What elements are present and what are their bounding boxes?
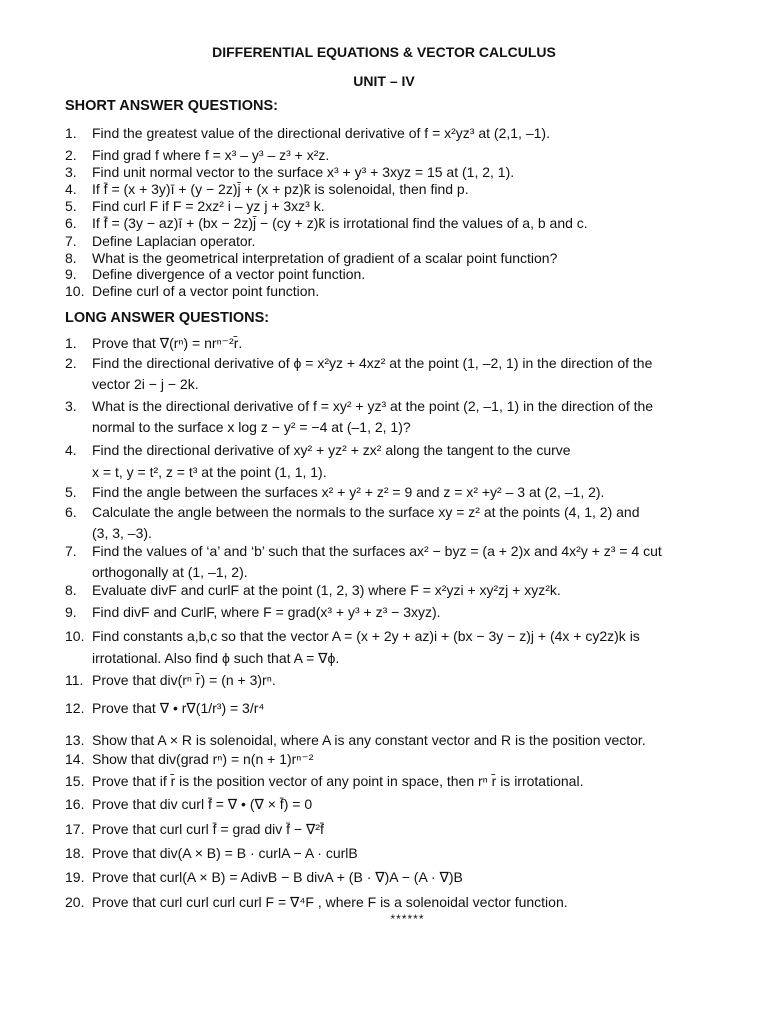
question-number: 10. <box>65 628 85 644</box>
question-number: 8. <box>65 250 77 266</box>
question-text-line2: irrotational. Also find ϕ such that A = ∇ϕ. <box>92 650 340 666</box>
question-text: Find the directional derivative of ϕ = x²yz + 4xz² at the point (1, –2, 1) in the direction of the <box>92 355 653 371</box>
question-number: 4. <box>65 181 77 197</box>
question-number: 6. <box>65 504 77 520</box>
question-number: 4. <box>65 442 77 458</box>
question-text: Prove that curl curl curl curl F = ∇⁴F , where F is a solenoidal vector function. <box>92 894 568 910</box>
short-answer-heading: SHORT ANSWER QUESTIONS: <box>65 98 278 114</box>
question-number: 3. <box>65 398 77 414</box>
question-number: 2. <box>65 355 77 371</box>
question-number: 6. <box>65 215 77 231</box>
question-text: Find grad f where f = x³ – y³ – z³ + x²z. <box>92 147 330 163</box>
question-text: Show that A × R is solenoidal, where A is any constant vector and R is the position vector. <box>92 732 646 748</box>
question-text: Define Laplacian operator. <box>92 233 256 249</box>
question-text: Prove that div curl f̄ = ∇ • (∇ × f̄) = 0 <box>92 796 313 812</box>
question-text: Evaluate divF and curlF at the point (1, 2, 3) where F = x²yzi + xy²zj + xyz²k. <box>92 582 561 598</box>
question-text: Find the greatest value of the directional derivative of f = x²yz³ at (2,1, –1). <box>92 125 550 141</box>
question-number: 1. <box>65 125 77 141</box>
question-number: 10. <box>65 283 85 299</box>
question-text: What is the geometrical interpretation of gradient of a scalar point function? <box>92 250 558 266</box>
question-text-line2: vector 2i − j − 2k. <box>92 376 199 392</box>
question-text: Calculate the angle between the normals to the surface xy = z² at the points (4, 1, 2) and <box>92 504 640 520</box>
question-text: Prove that div(rⁿ r̄) = (n + 3)rⁿ. <box>92 672 276 688</box>
question-number: 7. <box>65 233 77 249</box>
question-number: 9. <box>65 266 77 282</box>
question-number: 1. <box>65 335 77 351</box>
question-number: 15. <box>65 773 85 789</box>
question-number: 20. <box>65 894 85 910</box>
question-text: If f̄ = (x + 3y)ī + (y − 2z)j̄ + (x + pz)k̄ is solenoidal, then find p. <box>92 181 469 197</box>
question-number: 3. <box>65 164 77 180</box>
question-text: What is the directional derivative of f = xy² + yz³ at the point (2, –1, 1) in the direction of the <box>92 398 654 414</box>
question-number: 14. <box>65 751 85 767</box>
question-text: Prove that curl curl f̄ = grad div f̄ − ∇²f̄ <box>92 821 324 837</box>
question-text: Define curl of a vector point function. <box>92 283 320 299</box>
question-number: 19. <box>65 869 85 885</box>
question-number: 11. <box>65 672 84 688</box>
question-text: Find divF and CurlF, where F = grad(x³ + y³ + z³ − 3xyz). <box>92 604 441 620</box>
question-number: 9. <box>65 604 77 620</box>
question-text: Find constants a,b,c so that the vector A = (x + 2y + az)i + (bx − 3y − z)j + (4x + cy2z)k is <box>92 628 640 644</box>
question-text: Find the directional derivative of xy² + yz² + zx² along the tangent to the curve <box>92 442 571 458</box>
question-number: 5. <box>65 484 77 500</box>
question-number: 8. <box>65 582 77 598</box>
question-text-line2: x = t, y = t², z = t³ at the point (1, 1, 1). <box>92 464 327 480</box>
question-number: 16. <box>65 796 85 812</box>
question-number: 18. <box>65 845 85 861</box>
question-number: 12. <box>65 700 85 716</box>
question-text-line2: (3, 3, –3). <box>92 525 152 541</box>
question-text: Show that div(grad rⁿ) = n(n + 1)rⁿ⁻² <box>92 751 314 767</box>
question-text: Prove that if r̄ is the position vector of any point in space, then rⁿ r̄ is irrotational. <box>92 773 584 789</box>
question-number: 7. <box>65 543 77 559</box>
question-text: Prove that div(A × B) = B · curlA − A · curlB <box>92 845 358 861</box>
unit-heading: UNIT – IV <box>353 73 415 89</box>
end-mark: ****** <box>390 912 425 926</box>
question-number: 17. <box>65 821 85 837</box>
question-text: Prove that ∇(rⁿ) = nrⁿ⁻²r̄. <box>92 335 243 351</box>
question-number: 13. <box>65 732 85 748</box>
question-text: Find the values of ‘a’ and ‘b’ such that the surfaces ax² − byz = (a + 2)x and 4x²y + z³ = 4 cut <box>92 543 662 559</box>
question-text: Define divergence of a vector point function. <box>92 266 366 282</box>
question-text: Prove that curl(A × B) = AdivB − B divA + (B · ∇)A − (A · ∇)B <box>92 869 463 885</box>
long-answer-heading: LONG ANSWER QUESTIONS: <box>65 310 270 326</box>
document-title: DIFFERENTIAL EQUATIONS & VECTOR CALCULUS <box>212 44 556 60</box>
question-number: 5. <box>65 198 77 214</box>
question-text: Prove that ∇ • r∇(1/r³) = 3/r⁴ <box>92 700 265 716</box>
question-text-line2: orthogonally at (1, –1, 2). <box>92 564 248 580</box>
question-text: Find curl F if F = 2xz² i – yz j + 3xz³ k. <box>92 198 325 214</box>
question-text: Find the angle between the surfaces x² + y² + z² = 9 and z = x² +y² – 3 at (2, –1, 2). <box>92 484 605 500</box>
question-number: 2. <box>65 147 77 163</box>
question-text-line2: normal to the surface x log z − y² = −4 at (–1, 2, 1)? <box>92 419 411 435</box>
question-text: If f̄ = (3y − az)ī + (bx − 2z)j̄ − (cy + z)k̄ is irrotational find the values of a, b and c. <box>92 215 588 231</box>
question-text: Find unit normal vector to the surface x³ + y³ + 3xyz = 15 at (1, 2, 1). <box>92 164 515 180</box>
